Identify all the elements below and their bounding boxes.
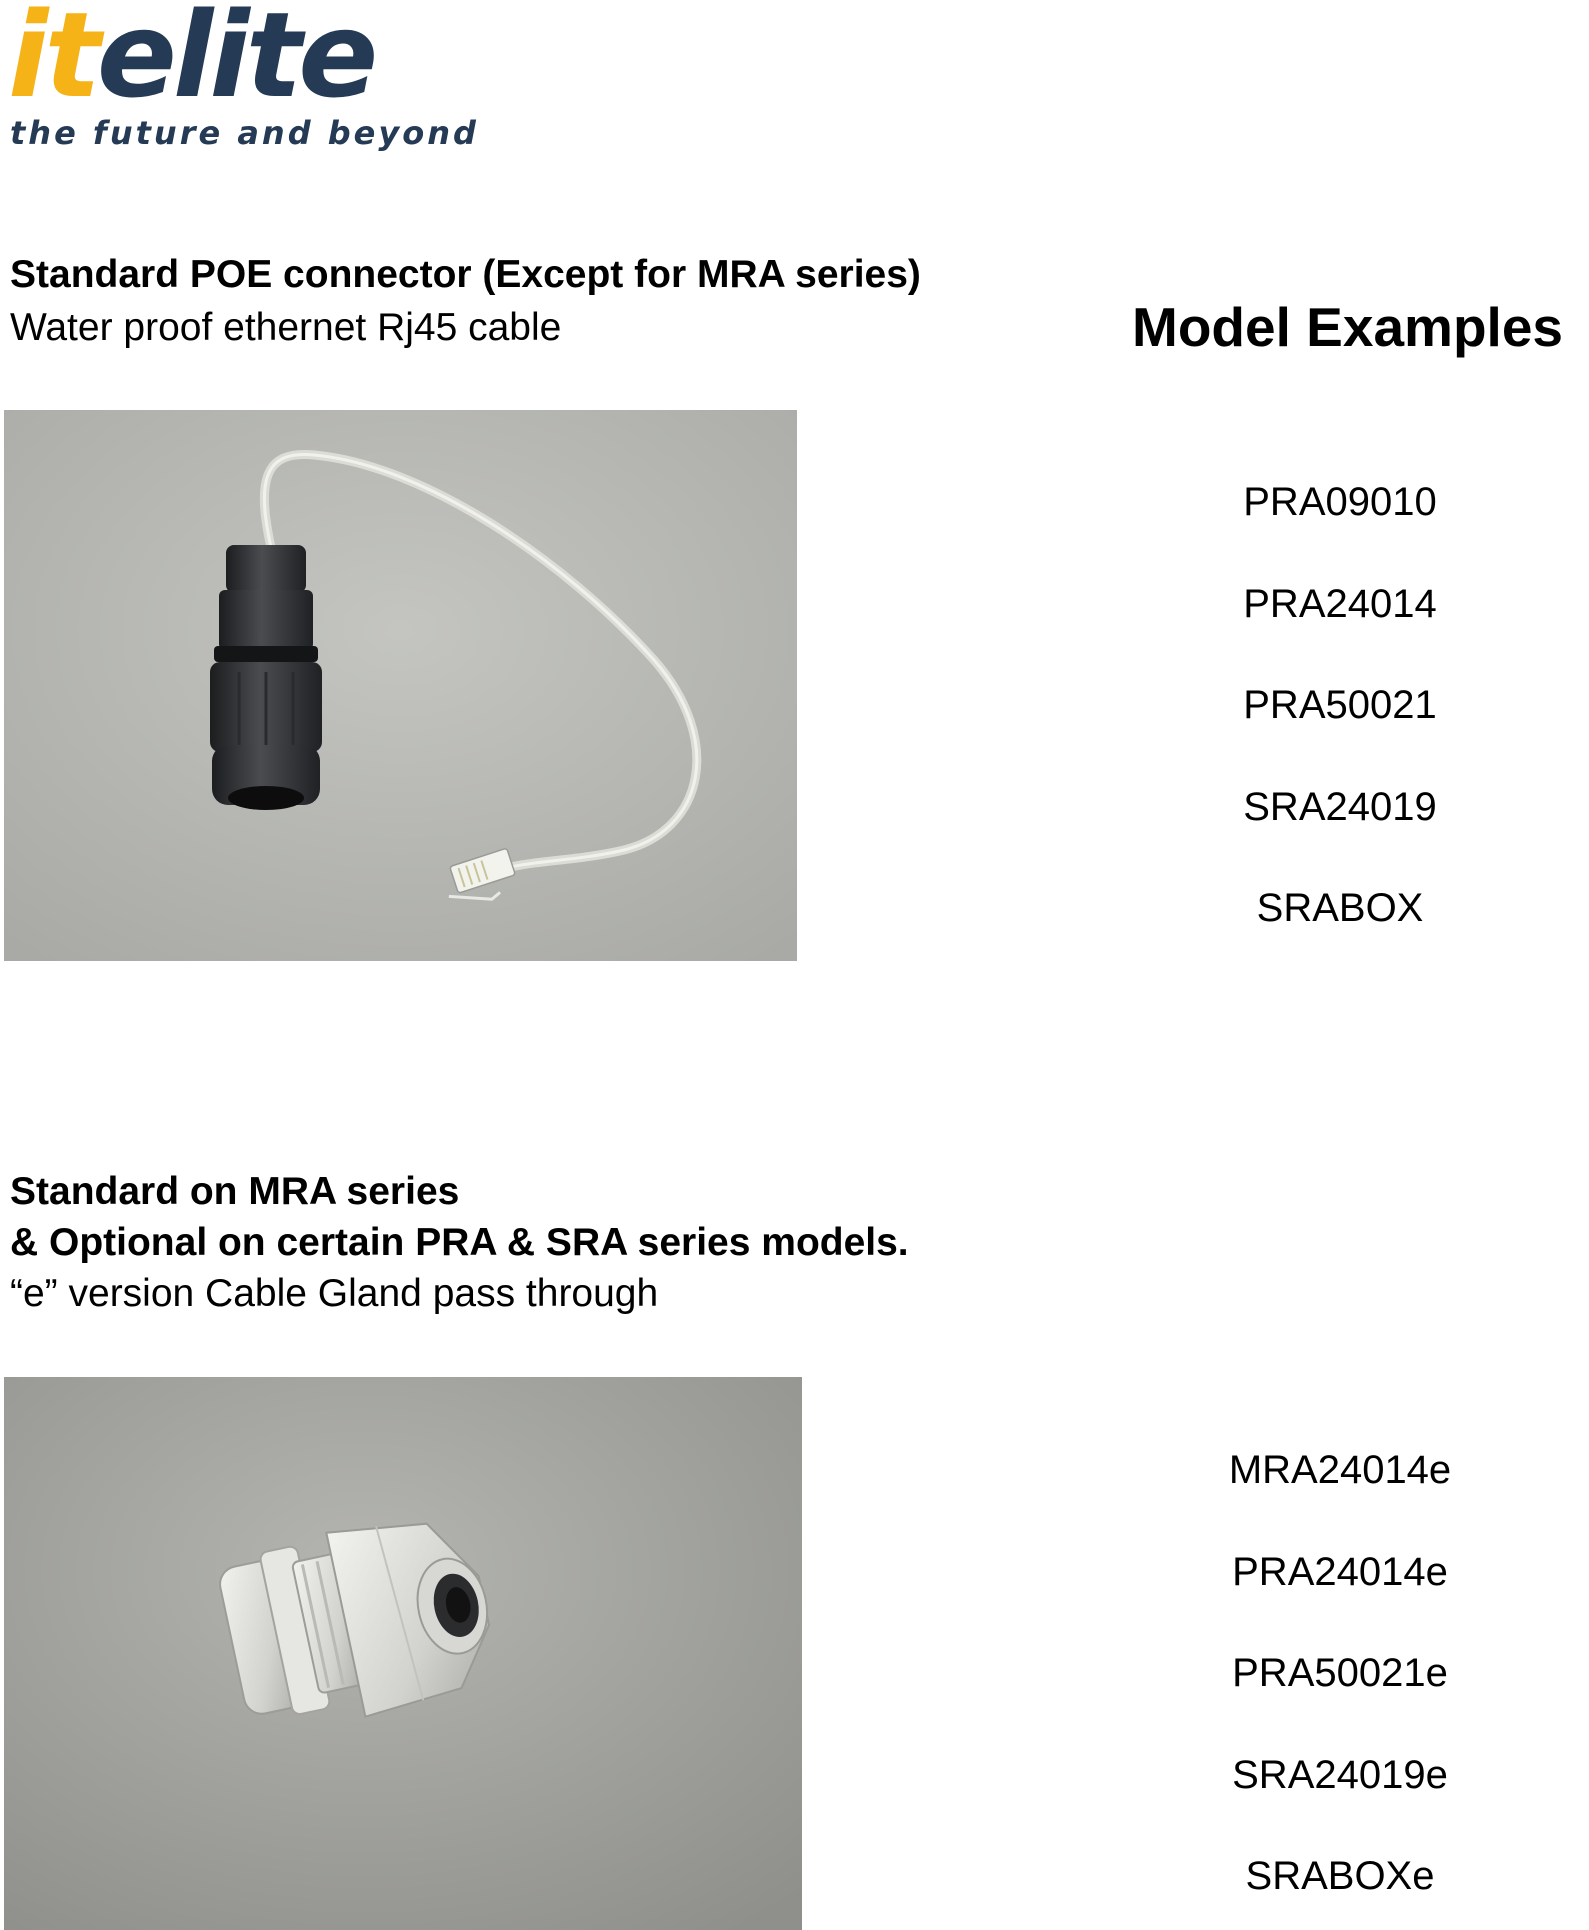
model-item: PRA50021e bbox=[1232, 1651, 1448, 1695]
itelite-logo bbox=[8, 0, 628, 160]
model-item: PRA50021 bbox=[1243, 683, 1437, 727]
model-item: SRA24019e bbox=[1232, 1753, 1448, 1797]
logo-wordmark bbox=[8, 0, 375, 124]
logo-tagline: the future and beyond bbox=[10, 114, 479, 152]
model-item: PRA24014 bbox=[1243, 582, 1437, 626]
model-item: SRABOX bbox=[1256, 886, 1424, 930]
section2-subtitle: “e” version Cable Gland pass through bbox=[10, 1272, 659, 1315]
model-item: PRA09010 bbox=[1243, 480, 1437, 524]
rj45-cable-photo bbox=[4, 410, 797, 961]
model-list-standard bbox=[1120, 480, 1560, 950]
section1-subtitle: Water proof ethernet Rj45 cable bbox=[10, 306, 562, 349]
model-item: SRA24019 bbox=[1243, 785, 1437, 829]
model-item: MRA24014e bbox=[1228, 1448, 1452, 1492]
section2-title-line1: Standard on MRA series bbox=[10, 1170, 460, 1213]
section2-title-line2: & Optional on certain PRA & SRA series models. bbox=[10, 1221, 909, 1264]
logo-elite: elite bbox=[96, 0, 375, 124]
cable-gland-photo bbox=[4, 1377, 802, 1930]
logo-it: it bbox=[8, 0, 97, 124]
model-item: SRABOXe bbox=[1245, 1854, 1435, 1898]
model-list-e-version bbox=[1120, 1448, 1560, 1918]
model-examples-heading: Model Examples bbox=[1132, 296, 1563, 358]
model-item: PRA24014e bbox=[1232, 1550, 1448, 1594]
section1-title: Standard POE connector (Except for MRA series) bbox=[10, 253, 921, 296]
